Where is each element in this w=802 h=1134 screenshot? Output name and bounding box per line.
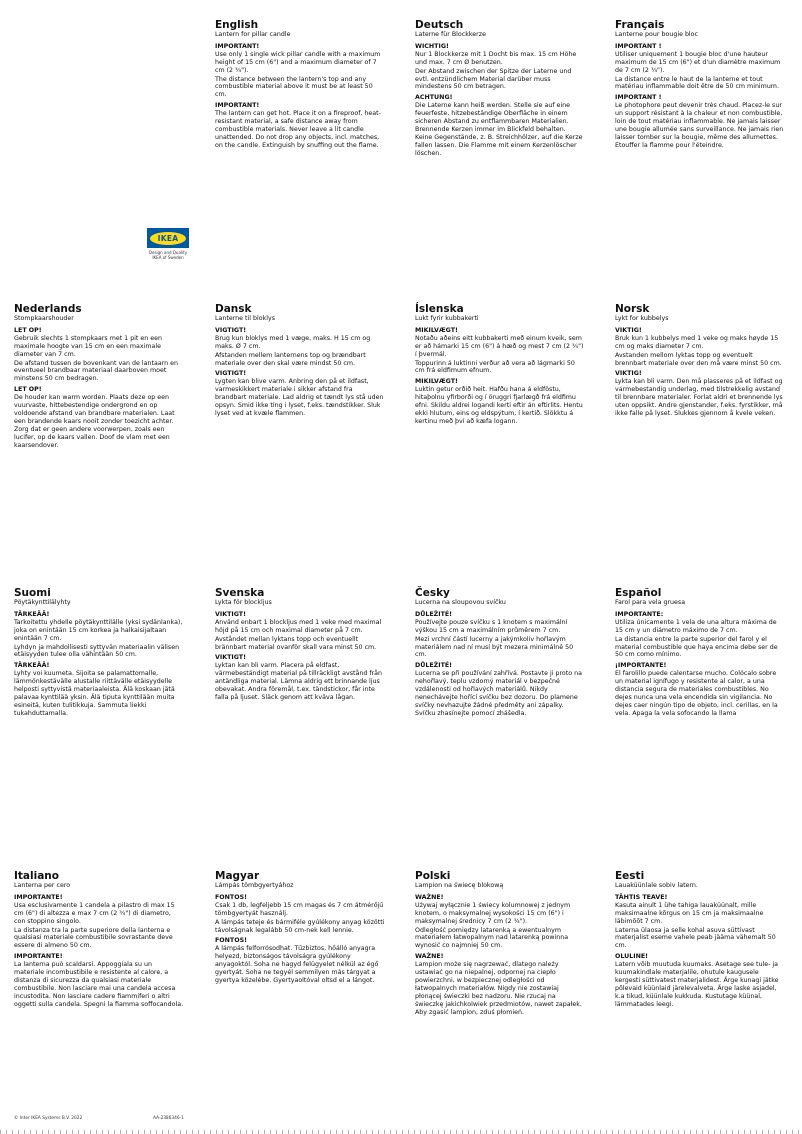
warning-heading: OLULINE! — [615, 953, 649, 961]
section-suomi — [14, 587, 184, 719]
language-heading: Italiano — [14, 870, 59, 882]
product-subtitle: Lukt fyrir kubbakerti — [415, 315, 479, 322]
section-deutsch — [415, 19, 585, 159]
instruction-text: Laterna ülaosa ja selle kohal asuva süttivast materjalist eseme vahele peab jääma vähemalt 50 cm. — [615, 926, 776, 950]
ikea-logo-text: IKEA — [157, 233, 179, 243]
language-heading: Deutsch — [415, 19, 464, 31]
warning-heading: FONTOS! — [215, 937, 247, 945]
language-heading: Suomi — [14, 587, 51, 599]
instruction-text: Používejte pouze svíčku s 1 knotem s maximální výškou 15 cm a maximálním průměrem 7 cm. — [415, 618, 568, 634]
product-subtitle: Lauaküünlale sobiv latern. — [615, 882, 698, 889]
instruction-text: Mezi vrchní částí lucerny a jakýmkoliv hořlavým materiálem nad ní musí být mezera minimálně 50 cm. — [415, 635, 574, 659]
section-cesky — [415, 587, 585, 719]
warning-heading: FONTOS! — [215, 893, 247, 901]
instruction-text: Lyhdyn ja mahdollisesti syttyvän materiaalin välisen etäisyyden tulee olla vähintään 50 cm. — [14, 643, 180, 659]
warning-heading: VIGTIGT! — [215, 326, 247, 334]
warning-heading: IMPORTANT ! — [615, 94, 662, 102]
product-subtitle: Farol para vela gruesa — [615, 599, 686, 606]
language-heading: Polski — [415, 870, 451, 882]
ikea-logo — [143, 228, 193, 260]
warning-heading: LET OP! — [14, 326, 42, 334]
section-magyar — [215, 870, 385, 986]
warning-heading: IMPORTANTE! — [14, 893, 63, 901]
section-dansk — [215, 303, 385, 419]
section-polski — [415, 870, 585, 1018]
instruction-text: El farolillo puede calentarse mucho. Colócalo sobre un material ignífugo y resistente al calor, a una distancia segura de materiales combustibles. No dejes nunca una vela encendida sin vigilancia. No dejes caer ningún tipo de objeto, incl. cerillas, en la vela. Apaga la vela sofocando la llama — [615, 670, 778, 717]
instruction-text: Die Laterne kann heiß werden. Stelle sie auf eine feuerfeste, hitzebeständige Oberfläche in einem sicheren Abstand zu entflammbaren Materialien. Brennende Kerzen immer im Blickfeld behalten. Keine Gegenstände, z. B. Streichhölzer, auf die Kerze fallen lassen. Die Flamme mit einem Kerzenlöscher löschen. — [415, 102, 583, 157]
language-heading: Svenska — [215, 587, 265, 599]
instruction-text: Bruk kun 1 kubbelys med 1 veke og maks høyde 15 cm og maks diameter 7 cm. — [615, 334, 779, 350]
instruction-text: Lykta kan bli varm. Den må plasseres på et ildfast og varmebestandig underlag, med tilstrekkelig avstand til brennbare materialer. Forlat aldri et brennende lys uten oppsikt. Andre gjenstander, f.eks. fyrstikker, må ikke falle på lyset. Slukkes gjennom å kvele veken. — [615, 378, 783, 417]
instruction-text: Avstanden mellom lyktas topp og eventuelt brennbart materiale over den må være minst 50 cm. — [615, 351, 782, 367]
article-code: AA-2386346-1 — [153, 1116, 184, 1121]
instruction-text: La distanza tra la parte superiore della lanterna e qualsiasi materiale combustibile sovrastante deve essere di almeno 50 cm. — [14, 926, 173, 950]
instruction-text: Nur 1 Blockkerze mit 1 Docht bis max. 15 cm Höhe und max. 7 cm Ø benutzen. — [415, 50, 577, 66]
instruction-text: La distancia entre la parte superior del farol y el material combustible que haya encima debe ser de 50 cm como mínimo. — [615, 635, 778, 659]
warning-heading: VIKTIGT! — [215, 610, 246, 618]
warning-heading: IMPORTANT! — [215, 42, 260, 50]
instruction-text: Używaj wyłącznie 1 świecy kolumnowej z jednym knotem, o maksymalnej wysokości 15 cm (6") i maksymalnej średnicy 7 cm (2 ¾"). — [415, 901, 571, 925]
instruction-text: Lucerna se při používání zahřívá. Postavte ji proto na nehořlavý, teplu vzdorný materiál v bezpečné vzdálenosti od hořlavých materiálů. Nikdy nenechávejte hořící svíčku bez dozoru. Do plamene svíčky nevhazujte žádné předměty ani zápalky. Svíčku zhasínejte pomocí zhášedla. — [415, 670, 582, 717]
section-francais — [615, 19, 785, 151]
language-heading: Íslenska — [415, 303, 464, 315]
instruction-text: The distance between the lantern's top and any combustible material above it must be at least 50 cm. — [215, 75, 373, 99]
instruction-text: La lanterna può scaldarsi. Appoggiala su un materiale incombustibile e resistente al calore, a distanza di sicurezza da qualsiasi materiale combustibile. Non lasciare mai una candela accesa incustodita. Non lasciare cadere fiammiferi o altri oggetti sulla candela. Spegni la fiamma soffocandola. — [14, 961, 184, 1008]
warning-heading: DŮLEŽITÉ! — [415, 610, 453, 618]
product-subtitle: Lucerna na sloupovou svíčku — [415, 599, 506, 606]
instruction-text: De houder kan warm worden. Plaats deze op een vuurvaste, hittebestendige ondergrond en op voldoende afstand van brandbare materialen. Laat een brandende kaars nooit zonder toezicht achter. Zorg dat er geen andere voorwerpen, zoals een lucifer, op de kaars vallen. Doof de vlam met een kaarsendover. — [14, 394, 175, 449]
ikea-logo-mark — [147, 228, 189, 248]
language-heading: English — [215, 19, 259, 31]
instruction-text: A lámpás felforrósodhat. Tűzbiztos, hőálló anyagra helyezd, biztonságos távolságra gyúlékony anyagoktól. Soha ne hagyd felügyelet nélkül az égő gyertyát. Soha ne tegyél semmilyen más tárgyat a gyertya közelébe. Gyertyaoltóval oltsd el a lángot. — [215, 945, 379, 984]
copyright-notice: © Inter IKEA Systems B.V. 2022 — [14, 1116, 83, 1121]
section-espanol — [615, 587, 785, 719]
instruction-text: De afstand tussen de bovenkant van de lantaarn en eventueel brandbaar materiaal daarboven moet minstens 50 cm bedragen. — [14, 359, 179, 383]
language-heading: Français — [615, 19, 665, 31]
instruction-text: Använd enbart 1 blockljus med 1 veke med maximal höjd på 15 cm och maximal diameter på 7 cm. — [215, 618, 382, 634]
bottom-border — [0, 1130, 802, 1134]
logo-caption-line: IKEA of Sweden — [152, 255, 184, 260]
section-english — [215, 19, 385, 151]
product-subtitle: Lykt for kubbelys — [615, 315, 669, 322]
instruction-text: A lámpás teteje és bármiféle gyúlékony anyag közötti távolságnak legalább 50 cm-nek kell lennie. — [215, 918, 385, 934]
warning-heading: VIKTIG! — [615, 326, 642, 334]
warning-heading: WICHTIG! — [415, 42, 449, 50]
section-islenska — [415, 303, 585, 427]
instruction-text: Csak 1 db, legfeljebb 15 cm magas és 7 cm átmérőjű tömbgyertyát használj. — [215, 901, 384, 917]
instruction-text: Use only 1 single wick pillar candle with a maximum height of 15 cm (6") and a maximum diameter of 7 cm (2 ¾"). — [215, 50, 381, 74]
warning-heading: ACHTUNG! — [415, 94, 453, 102]
product-subtitle: Stompkaarshouder — [14, 315, 74, 322]
product-subtitle: Lanterne til bloklys — [215, 315, 276, 322]
section-nederlands — [14, 303, 184, 451]
product-subtitle: Lykta för blockljus — [215, 599, 272, 606]
instruction-text: Utiliza únicamente 1 vela de una altura máxima de 15 cm y un diámetro máximo de 7 cm. — [615, 618, 777, 634]
instruction-text: Notaðu aðeins eitt kubbakerti með einum kveik, sem er að hámarki 15 cm (6") á hæð og mest 7 cm (2 ¾") í þvermál. — [415, 334, 584, 358]
instruction-text: Avståndet mellan lyktans topp och eventuellt brännbart material ovanför skall vara minst 50 cm. — [215, 635, 377, 651]
warning-heading: TÄRKEÄÄ! — [14, 610, 50, 618]
warning-heading: VIGTIGT! — [215, 370, 247, 378]
section-eesti — [615, 870, 785, 1010]
instruction-text: Latern võib muutuda kuumaks. Asetage see tule- ja kuumakindlale materjalile, ohutule kaugusele kergesti süttivatest materjalidest. Ärge kunagi jätke põlevaid küünlaid järelevalveta. Ärge laske asjadel, k.a tikud, küünlale kukkuda. Kustutage küünal, lämmatades leegi. — [615, 961, 779, 1008]
language-heading: Norsk — [615, 303, 650, 315]
warning-heading: TÄHTIS TEAVE! — [615, 893, 668, 901]
instruction-text: The lantern can get hot. Place it on a fireproof, heat-resistant material, a safe distance away from combustible materials. Never leave a lit candle unattended. Do not drop any objects, incl. matches, on the candle. Extinguish by snuffing out the flame. — [215, 110, 381, 149]
language-heading: Español — [615, 587, 662, 599]
section-norsk — [615, 303, 785, 419]
instruction-text: Le photophore peut devenir très chaud. Placez-le sur un support résistant à la chaleur et non combustible, loin de tout matériau inflammable. Ne jamais laisser une bougie allumée sans surveillance. Ne jamais rien laisser tomber sur la bougie, même des allumettes. Etouffer la flamme pour l'éteindre. — [615, 102, 784, 149]
instruction-text: Afstanden mellem lanternens top og brændbart materiale over den skal være mindst 50 cm. — [215, 351, 366, 367]
instruction-text: Tarkoitettu yhdelle pöytäkynttilälle (yksi sydänlanka), joka on enintään 15 cm korkea ja halkaisijaltaan enintään 7 cm. — [14, 618, 183, 642]
language-heading: Magyar — [215, 870, 260, 882]
product-subtitle: Lantern for pillar candle — [215, 31, 291, 38]
product-subtitle: Pöytäkynttilälyhty — [14, 599, 71, 606]
instruction-text: Brug kun bloklys med 1 væge, maks. H 15 cm og maks. Ø 7 cm. — [215, 334, 371, 350]
instruction-text: Usa esclusivamente 1 candela a pilastro di max 15 cm (6") di altezza e max 7 cm (2 ¾") di diametro, con stoppino singolo. — [14, 901, 175, 925]
warning-heading: WAŻNE! — [415, 893, 444, 901]
warning-heading: IMPORTANT ! — [615, 42, 662, 50]
section-italiano — [14, 870, 184, 1010]
instruction-text: Luktin getur orðið heit. Hafðu hana á eldföstu, hitaþolnu yfirborði og í öruggri fjarlægð frá eldfimu efni. Skildu aldrei logandi kerti eftir án eftirlits. Hentu ekki hlutum, eins og eldspýtum, í kertið. Slökktu á kertinu með því að kæfa logann. — [415, 386, 583, 425]
logo-caption — [143, 250, 193, 260]
language-heading: Dansk — [215, 303, 252, 315]
language-heading: Česky — [415, 587, 450, 599]
section-svenska — [215, 587, 385, 703]
logo-caption-line: Design and Quality — [148, 250, 188, 255]
instruction-text: Gebruik slechts 1 stompkaars met 1 pit en een maximale hoogte van 15 cm en een maximale diameter van 7 cm. — [14, 334, 163, 358]
warning-heading: DŮLEŽITÉ! — [415, 662, 453, 670]
instruction-text: La distance entre le haut de la lanterne et tout matériau inflammable doit être de 50 cm minimum. — [615, 75, 779, 91]
instruction-text: Toppurinn á luktinni verður að vera að lágmarki 50 cm frá eldfimum efnum. — [415, 359, 575, 375]
warning-heading: IMPORTANTE! — [14, 953, 63, 961]
warning-heading: IMPORTANT! — [215, 102, 260, 110]
instruction-text: Lygten kan blive varm. Anbring den på et ildfast, varmeskikkert materiale i sikker afstand fra brandbart materiale. Lad aldrig et tændt lys stå uden opsyn. Smid ikke ting i lyset, f.eks. tændstikker. Sluk lyset ved at kvæle flammen. — [215, 378, 384, 417]
warning-heading: MIKILVÆGT! — [415, 326, 458, 334]
instruction-text: Lampion może się nagrzewać, dlatego należy ustawiać go na niepalnej, odpornej na ciepło powierzchni, w bezpiecznej odległości od łatwopalnych materiałów. Nigdy nie zostawiaj płonącej świeczki bez nadzoru. Nie rzucaj na świeczkę jakichkolwiek przedmiotów, nawet zapałek. Aby zgasić lampion, zduś płomień. — [415, 961, 582, 1016]
warning-heading: VIKTIGT! — [215, 654, 246, 662]
warning-heading: LET OP! — [14, 386, 42, 394]
product-subtitle: Lanterna per cero — [14, 882, 71, 889]
product-subtitle: Lampion na świecę blokową — [415, 882, 504, 889]
product-subtitle: Laterne für Blockkerze — [415, 31, 486, 38]
instruction-text: Odległość pomiędzy latarenką a ewentualnym materiałem łatwopalnym nad latarenką powinna wynosić co najmniej 50 cm. — [415, 926, 569, 950]
warning-heading: WAŻNE! — [415, 953, 444, 961]
warning-heading: TÄRKEÄÄ! — [14, 662, 50, 670]
instruction-text: Der Abstand zwischen der Spitze der Laterne und evtl. entzündlichem Material darüber muss mindestens 50 cm betragen. — [415, 67, 572, 91]
language-heading: Nederlands — [14, 303, 82, 315]
product-subtitle: Lámpás tömbgyertyához — [215, 882, 294, 889]
warning-heading: ¡IMPORTANTE! — [615, 662, 667, 670]
product-subtitle: Lanterne pour bougie bloc — [615, 31, 699, 38]
instruction-text: Lyktan kan bli varm. Placera på eldfast, värmebeständigt material på tillräckligt avstånd från antändliga material. Lämna aldrig ett brinnande ljus obevakat. Andra föremål, t.ex. tändstickor, får inte falla på ljuset. Släck genom att kväva lågan. — [215, 662, 382, 701]
warning-heading: MIKILVÆGT! — [415, 378, 458, 386]
language-heading: Eesti — [615, 870, 645, 882]
instruction-text: Kasuta ainult 1 ühe tahiga lauaküünalt, mille maksimaalne kõrgus on 15 cm ja maksimaalne läbimõõt 7 cm. — [615, 901, 764, 925]
instruction-text: Lyhty voi kuumeta. Sijoita se palamattomalle, lämmönkestävälle alustalle riittävälle etäisyydelle helposti syttyvistä materiaaleista. Älä koskaan jätä palavaa kynttilää yksin. Älä tiputa kynttilään muita esineitä, kuten tulitikkuja. Sammuta liekki tukahduttamalla. — [14, 670, 175, 717]
instruction-text: Utiliser uniquement 1 bougie bloc d'une hauteur maximum de 15 cm (6") et d'un diamètre maximum de 7 cm (2 ¾"). — [615, 50, 781, 74]
warning-heading: IMPORTANTE: — [615, 610, 664, 618]
warning-heading: VIKTIG! — [615, 370, 642, 378]
